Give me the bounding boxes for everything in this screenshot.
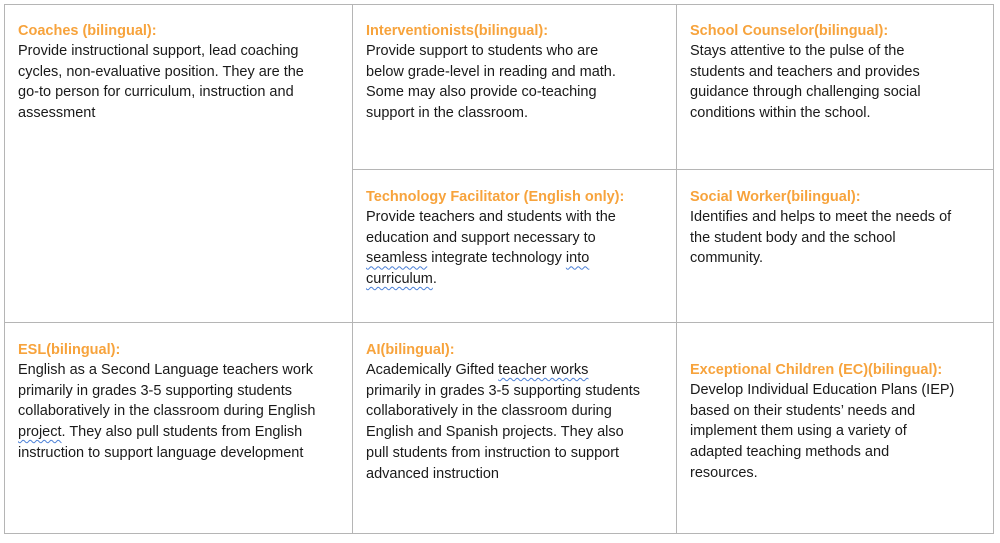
cell-title: Technology Facilitator (English only): [366, 189, 625, 205]
cell-esl [18, 340, 315, 464]
text-line: advanced instruction [366, 465, 499, 482]
cell-title: Exceptional Children (EC)(bilingual): [690, 362, 943, 378]
cell-coaches [18, 21, 304, 124]
cell-description [366, 41, 616, 124]
text-line: go-to person for curriculum, instruction and [18, 84, 294, 101]
text-line: the student body and the school [690, 229, 896, 246]
text-line [18, 422, 315, 443]
text-line: pull students from instruction to support [366, 444, 620, 461]
cell-title: Coaches (bilingual): [18, 23, 157, 39]
table-border-top [4, 4, 994, 5]
cell-interventionists [366, 21, 616, 124]
misspelled-word: into [565, 250, 590, 267]
table-border-right [993, 4, 994, 534]
misspelled-word: project [18, 424, 62, 441]
cell-description [18, 360, 315, 464]
cell-title: Social Worker(bilingual): [690, 189, 861, 205]
text-fragment: Academically Gifted [366, 362, 499, 378]
text-line: English and Spanish projects. They also [366, 424, 624, 441]
text-line: assessment [18, 105, 96, 122]
text-line: education and support necessary to [366, 229, 596, 246]
text-line [366, 248, 624, 269]
text-line: English as a Second Language teachers work [18, 362, 314, 378]
text-line: Provide instructional support, lead coaching [18, 43, 299, 59]
cell-title: School Counselor(bilingual): [690, 23, 889, 39]
text-line: students and teachers and provides [690, 63, 920, 80]
text-line [366, 269, 624, 290]
text-line: Some may also provide co-teaching [366, 84, 597, 101]
text-line: cycles, non-evaluative position. They are the [18, 63, 304, 80]
text-line: below grade-level in reading and math. [366, 63, 616, 80]
text-line: instruction to support language development [18, 444, 304, 461]
text-line [366, 360, 640, 381]
cell-social-worker [690, 187, 951, 269]
text-line: Provide support to students who are [366, 43, 599, 59]
cell-exceptional-children [690, 360, 954, 484]
cell-title: ESL(bilingual): [18, 342, 121, 358]
cell-description [690, 41, 921, 124]
text-line: primarily in grades 3-5 supporting students [18, 382, 293, 399]
text-fragment: . They also pull students from English [61, 424, 303, 441]
text-line: guidance through challenging social [690, 84, 921, 101]
text-line: Develop Individual Education Plans (IEP) [690, 382, 955, 398]
cell-school-counselor [690, 21, 921, 124]
row-divider-main [4, 322, 994, 323]
column-divider-2 [676, 4, 677, 534]
text-fragment: . [432, 271, 437, 288]
cell-description [690, 380, 954, 484]
cell-description [366, 360, 640, 484]
text-line: community. [690, 250, 764, 267]
cell-description [690, 207, 951, 269]
text-line: resources. [690, 464, 758, 481]
cell-academically-gifted [366, 340, 640, 484]
text-line: adapted teaching methods and [690, 444, 890, 461]
cell-technology-facilitator [366, 187, 624, 290]
cell-description [366, 207, 624, 290]
table-border-left [4, 4, 5, 534]
text-line: primarily in grades 3-5 supporting students [366, 382, 641, 399]
misspelled-word: seamless [366, 250, 428, 267]
misspelled-word: teacher works [498, 362, 589, 378]
cell-title: AI(bilingual): [366, 342, 455, 358]
text-line: Identifies and helps to meet the needs of [690, 209, 952, 225]
cell-description [18, 41, 304, 124]
text-line: support in the classroom. [366, 105, 528, 122]
column-divider-1 [352, 4, 353, 534]
text-line: conditions within the school. [690, 105, 871, 122]
text-line: Provide teachers and students with the [366, 209, 616, 225]
row-divider-inner [352, 169, 994, 170]
text-line: collaboratively in the classroom during English [18, 403, 316, 420]
cell-title: Interventionists(bilingual): [366, 23, 549, 39]
text-line: collaboratively in the classroom during [366, 403, 612, 420]
text-fragment: integrate technology [427, 250, 566, 267]
table-border-bottom [4, 533, 994, 534]
text-line: implement them using a variety of [690, 423, 907, 440]
text-line: based on their students’ needs and [690, 402, 916, 419]
text-line: Stays attentive to the pulse of the [690, 43, 905, 59]
misspelled-word: curriculum [366, 271, 433, 288]
